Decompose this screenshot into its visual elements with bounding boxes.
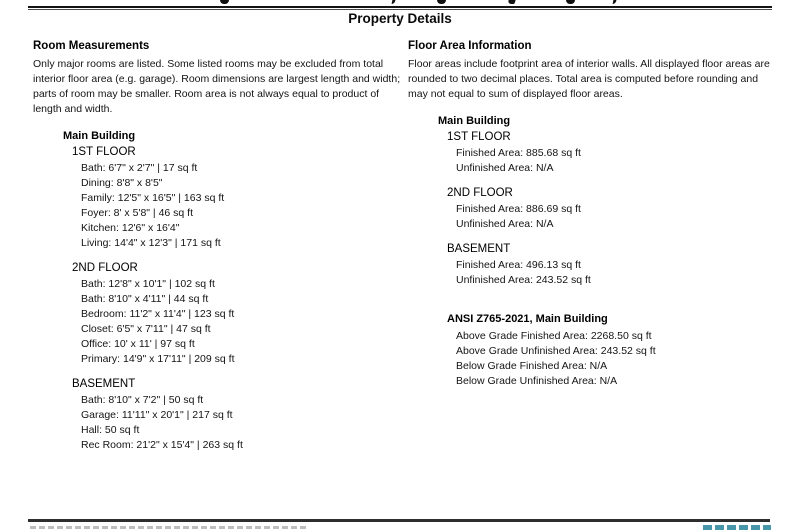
room-measurement-row: Garage: 11'11" x 20'1" | 217 sq ft [81,409,233,421]
floor-area-description: Floor areas include footprint area of interior walls. All displayed floor areas are rounded to two decimal places. Total area is computed before rounding and may not equal to sum of displayed floor areas. [408,58,770,100]
building-name: Main Building [63,130,136,142]
page-title: Property Details [348,11,452,26]
room-measurement-row: Bath: 6'7" x 2'7" | 17 sq ft [81,162,198,174]
floor-area-row: Finished Area: 885.68 sq ft [456,147,581,159]
cropped-glyph [613,0,617,4]
cropped-glyph [566,0,575,4]
ansi-heading: ANSI Z765-2021, Main Building [447,313,608,325]
room-measurement-row: Closet: 6'5" x 7'11" | 47 sq ft [81,323,211,335]
room-measurement-row: Family: 12'5" x 16'5" | 163 sq ft [81,192,225,204]
floor-label: 1ST FLOOR [447,131,511,143]
header-rule-thick [28,6,772,8]
floor-block [447,131,778,176]
floor-block [72,146,401,251]
floor-area-section [408,40,778,389]
room-measurement-row: Hall: 50 sq ft [81,424,140,436]
building-name: Main Building [438,115,511,127]
cropped-glyph [392,0,396,4]
room-measurements-section [33,40,401,464]
floor-block [447,243,778,288]
floor-label: 2ND FLOOR [72,262,138,274]
floor-area-row: Unfinished Area: 243.52 sq ft [456,274,591,286]
room-measurement-row: Kitchen: 12'6" x 16'4" [81,222,180,234]
ansi-area-row: Above Grade Unfinished Area: 243.52 sq ft [456,345,656,357]
floor-label: BASEMENT [447,243,511,255]
room-measurement-row: Primary: 14'9" x 17'11" | 209 sq ft [81,353,235,365]
floor-label: 1ST FLOOR [72,146,136,158]
room-measurement-row: Bedroom: 11'2" x 11'4" | 123 sq ft [81,308,235,320]
ansi-area-row: Below Grade Unfinished Area: N/A [456,375,618,387]
room-measurement-row: Bath: 8'10" x 4'11" | 44 sq ft [81,293,209,305]
room-measurement-row: Living: 14'4" x 12'3" | 171 sq ft [81,237,221,249]
cropped-footer-text-remnant [30,526,306,529]
cropped-glyph [437,0,446,4]
room-measurements-building [63,130,401,453]
floor-label: 2ND FLOOR [447,187,513,199]
floor-area-row: Finished Area: 886.69 sq ft [456,203,581,215]
floor-area-row: Unfinished Area: N/A [456,162,554,174]
room-measurement-row: Rec Room: 21'2" x 15'4" | 263 sq ft [81,439,243,451]
ansi-standard-block [447,313,778,389]
footer-rule [28,519,770,522]
room-measurement-row: Bath: 12'8" x 10'1" | 102 sq ft [81,278,215,290]
room-measurements-heading: Room Measurements [33,40,150,52]
floor-block [72,378,401,453]
floor-area-building [438,115,778,389]
floor-area-row: Unfinished Area: N/A [456,218,554,230]
room-measurements-description: Only major rooms are listed. Some listed rooms may be excluded from total interior floor area (e.g. garage). Room dimensions are largest length and width; parts of room may be smaller. Room area is not always equal to product of length and width. [33,58,401,115]
floor-block [447,187,778,232]
cropped-glyph [507,0,515,4]
room-measurement-row: Dining: 8'8" x 8'5" [81,177,163,189]
floor-block [72,262,401,367]
floor-label: BASEMENT [72,378,136,390]
header-rule-thin [28,9,772,10]
room-measurement-row: Office: 10' x 11' | 97 sq ft [81,338,195,350]
floor-area-heading: Floor Area Information [408,40,532,52]
ansi-area-row: Above Grade Finished Area: 2268.50 sq ft [456,330,652,342]
room-measurement-row: Foyer: 8' x 5'8" | 46 sq ft [81,207,194,219]
cropped-glyph [220,0,229,4]
cropped-logo-remnant [703,525,771,530]
room-measurement-row: Bath: 8'10" x 7'2" | 50 sq ft [81,394,204,406]
floor-area-row: Finished Area: 496.13 sq ft [456,259,581,271]
ansi-area-row: Below Grade Finished Area: N/A [456,360,608,372]
